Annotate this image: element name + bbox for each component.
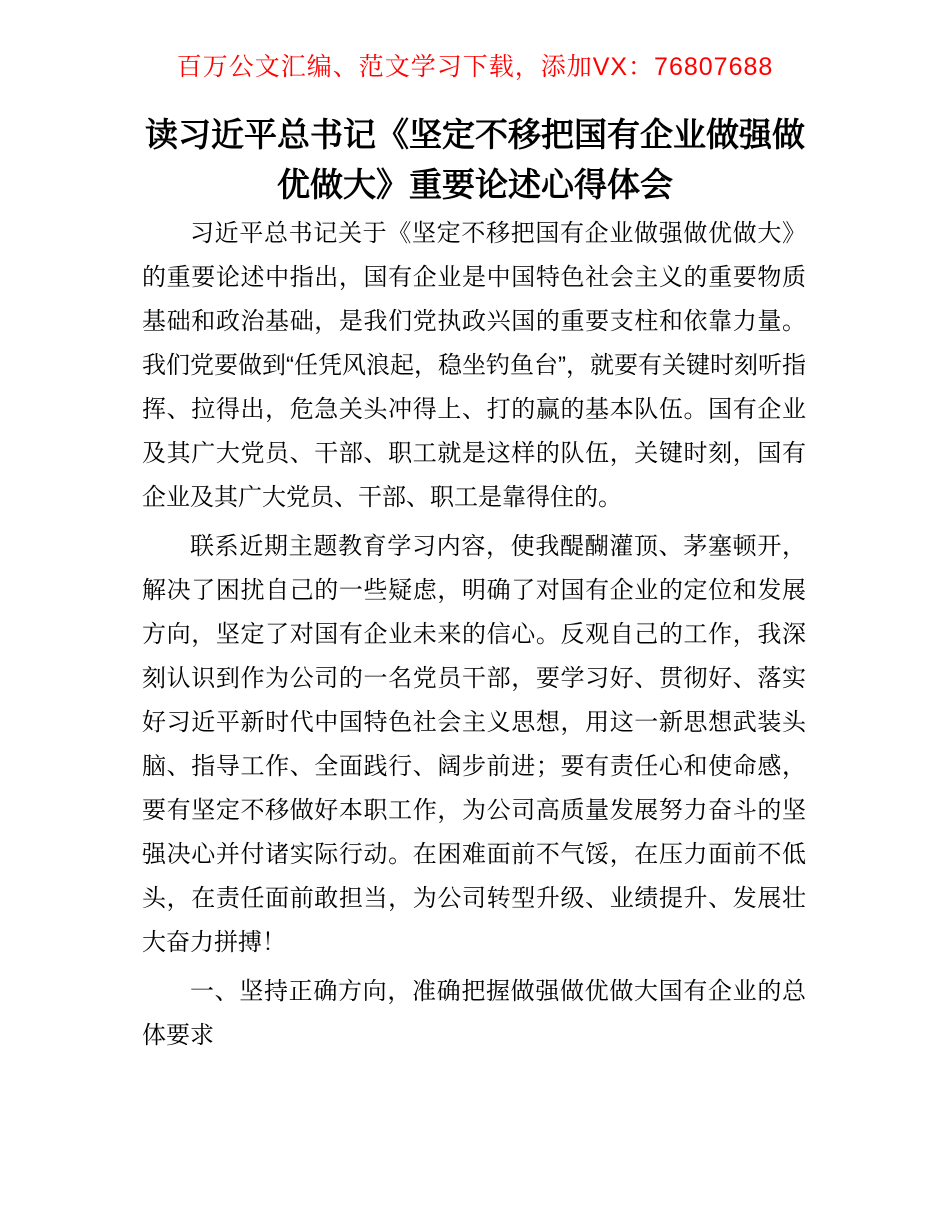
paragraph: 联系近期主题教育学习内容，使我醍醐灌顶、茅塞顿开，解决了困扰自己的一些疑虑，明确了对国有企业的定位和发展方向，坚定了对国有企业未来的信心。反观自己的工作，我深刻认识到作为公司的一名党员干部，要学习好、贯彻好、落实好习近平新时代中国特色社会主义思想，用这一新思想武装头脑、指导工作、全面践行、阔步前进；要有责任心和使命感，要有坚定不移做好本职工作，为公司高质量发展努力奋斗的坚强决心并付诸实际行动。在困难面前不气馁，在压力面前不低头，在责任面前敢担当，为公司转型升级、业绩提升、发展壮大奋力拼搏！ [142, 533, 806, 956]
document-title: 读习近平总书记《坚定不移把国有企业做强做优做大》重要论述心得体会 [145, 116, 805, 203]
document-body [142, 212, 806, 1058]
section-heading: 一、坚持正确方向，准确把握做强做优做大国有企业的总体要求 [142, 978, 806, 1049]
promo-header-text: 百万公文汇编、范文学习下载，添加VX：76807688 [176, 53, 774, 81]
paragraph: 习近平总书记关于《坚定不移把国有企业做强做优做大》的重要论述中指出，国有企业是中国特色社会主义的重要物质基础和政治基础，是我们党执政兴国的重要支柱和依靠力量。我们党要做到“任凭风浪起，稳坐钓鱼台”，就要有关键时刻听指挥、拉得出，危急关头冲得上、打的赢的基本队伍。国有企业及其广大党员、干部、职工就是这样的队伍，关键时刻，国有企业及其广大党员、干部、职工是靠得住的。 [142, 220, 806, 511]
